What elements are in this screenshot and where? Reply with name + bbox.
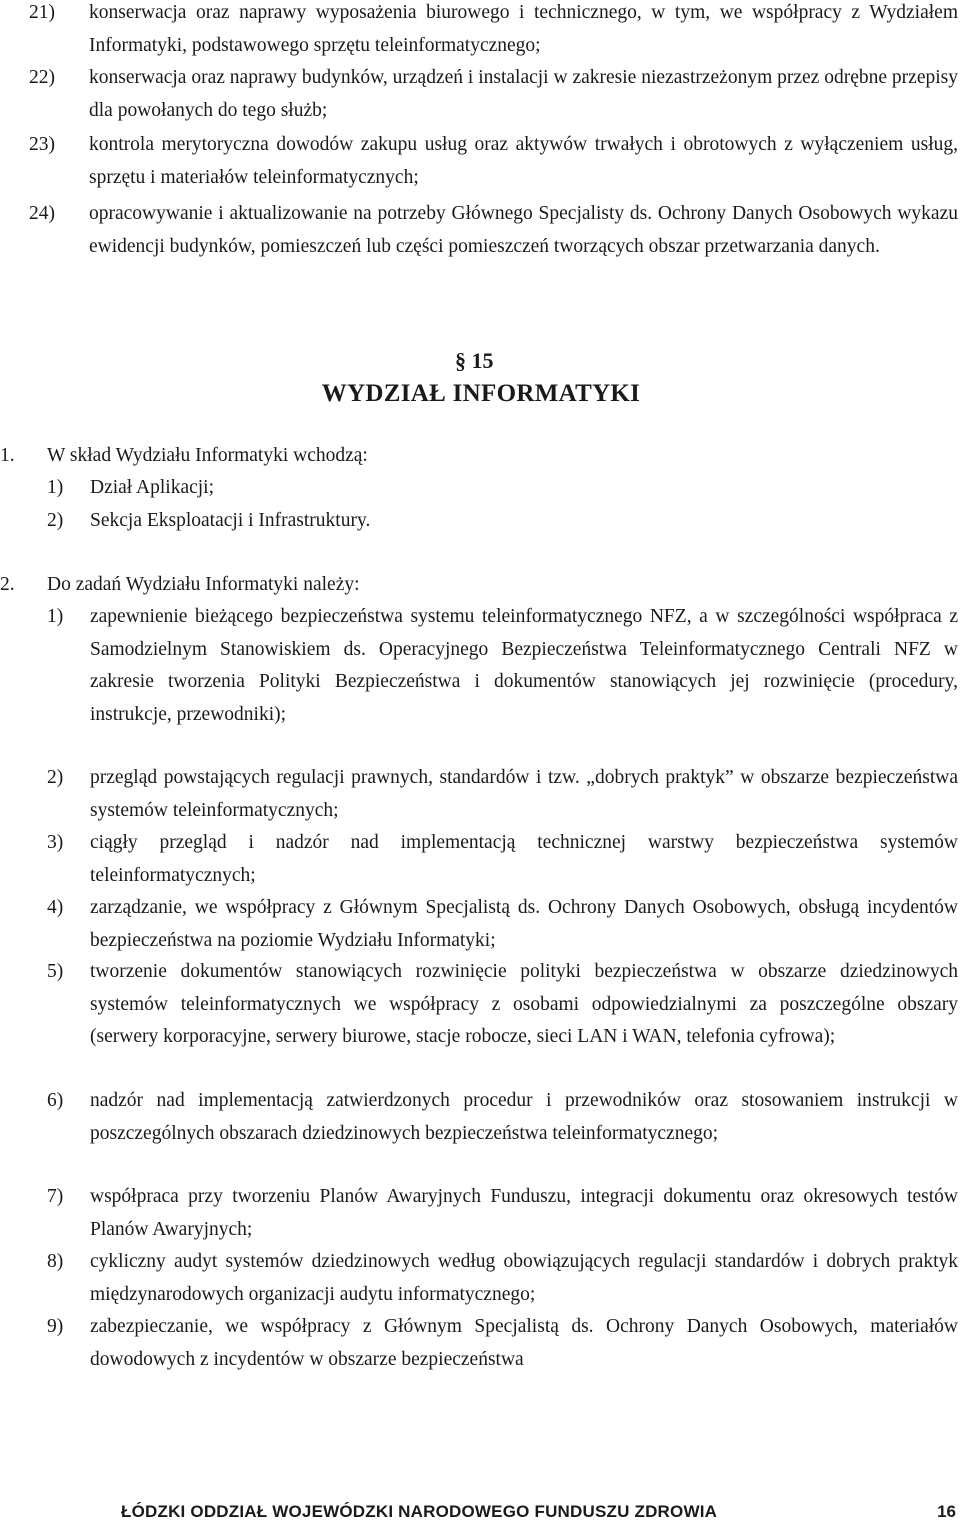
sub-item-number: 1) <box>47 606 64 627</box>
sub-item <box>0 472 958 505</box>
list-item-text: kontrola merytoryczna dowodów zakupu usług oraz aktywów trwałych i obrotowych z wyłączeniem usług, sprzętu i materiałów teleinformatycznych; <box>89 134 958 188</box>
sub-item-number: 5) <box>47 961 64 982</box>
sub-item <box>0 762 958 827</box>
list-item-text: konserwacja oraz naprawy budynków, urządzeń i instalacji w zakresie niezastrzeżonym przez odrębne przepisy dla powołanych do tego służb; <box>89 67 958 121</box>
list-item-number: 24) <box>29 203 55 224</box>
section-title-text: WYDZIAŁ INFORMATYKI <box>321 380 641 407</box>
list-item-number: 22) <box>29 67 55 88</box>
sub-item <box>0 1085 958 1150</box>
sub-item <box>0 956 958 1054</box>
sub-item <box>0 1246 958 1311</box>
sub-item-text: przegląd powstających regulacji prawnych, standardów i tzw. „dobrych praktyk” w obszarze bezpieczeństwa systemów teleinformatycznych; <box>90 767 958 821</box>
list-item <box>0 198 958 263</box>
list-item-text: opracowywanie i aktualizowanie na potrzeby Głównego Specjalisty ds. Ochrony Danych Osobowych wykazu ewidencji budynków, pomieszczeń lub części pomieszczeń tworzących obszar przetwarzania danych. <box>89 203 958 257</box>
page-footer <box>0 1498 958 1526</box>
section-number: § 15 <box>455 348 494 373</box>
sub-item <box>0 1311 958 1376</box>
paragraph <box>0 440 958 473</box>
list-item-text: konserwacja oraz naprawy wyposażenia biurowego i technicznego, w tym, we współpracy z Wydziałem Informatyki, podstawowego sprzętu teleinformatycznego; <box>89 2 958 56</box>
sub-item <box>0 505 958 538</box>
paragraph-text: W skład Wydziału Informatyki wchodzą: <box>47 445 368 466</box>
sub-item-number: 2) <box>47 510 64 531</box>
sub-item <box>0 827 958 892</box>
sub-item-number: 3) <box>47 832 64 853</box>
sub-item <box>0 601 958 731</box>
list-item-number: 23) <box>29 134 55 155</box>
sub-item-text: zapewnienie bieżącego bezpieczeństwa systemu teleinformatycznego NFZ, a w szczególności współpraca z Samodzielnym Stanowiskiem ds. Operacyjnego Bezpieczeństwa Teleinformatycznego Centrali NFZ w zakresie tworzenia Polityki Bezpieczeństwa i dokumentów stanowiących jej rozwinięcie (procedury, instrukcje, przewodniki); <box>90 606 958 725</box>
paragraph-text: Do zadań Wydziału Informatyki należy: <box>47 574 360 595</box>
list-item <box>0 62 958 127</box>
sub-item <box>0 1181 958 1246</box>
sub-item-text: cykliczny audyt systemów dziedzinowych według obowiązujących regulacji standardów i dobrych praktyk międzynarodowych organizacji audytu informatycznego; <box>90 1251 958 1305</box>
sub-item-text: współpraca przy tworzeniu Planów Awaryjnych Funduszu, integracji dokumentu oraz okresowych testów Planów Awaryjnych; <box>90 1186 958 1240</box>
sub-item <box>0 892 958 957</box>
sub-item-text: ciągły przegląd i nadzór nad implementacją technicznej warstwy bezpieczeństwa systemów teleinformatycznych; <box>90 832 958 886</box>
sub-item-number: 4) <box>47 897 64 918</box>
paragraph-number: 2. <box>0 574 15 595</box>
list-item <box>0 129 958 194</box>
sub-item-text: zabezpieczanie, we współpracy z Głównym Specjalistą ds. Ochrony Danych Osobowych, materiałów dowodowych z incydentów w obszarze bezpieczeństwa <box>90 1316 958 1370</box>
sub-item-text: Dział Aplikacji; <box>90 477 215 498</box>
sub-item-text: Sekcja Eksploatacji i Infrastruktury. <box>90 510 371 531</box>
sub-item-text: tworzenie dokumentów stanowiących rozwinięcie polityki bezpieczeństwa w obszarze dziedzinowych systemów teleinformatycznych we współpracy z osobami odpowiedzialnymi za poszczególne obszary (serwery korporacyjne, serwery biurowe, stacje robocze, sieci LAN i WAN, telefonia cyfrowa); <box>90 961 958 1047</box>
list-item-number: 21) <box>29 2 55 23</box>
section-title <box>0 378 960 410</box>
sub-item-number: 1) <box>47 477 64 498</box>
sub-item-number: 9) <box>47 1316 64 1337</box>
paragraph-number: 1. <box>0 445 15 466</box>
sub-item-number: 2) <box>47 767 64 788</box>
sub-item-number: 6) <box>47 1090 64 1111</box>
page-number: 16 <box>937 1502 956 1521</box>
sub-item-text: zarządzanie, we współpracy z Głównym Specjalistą ds. Ochrony Danych Osobowych, obsługą incydentów bezpieczeństwa na poziomie Wydziału Informatyki; <box>90 897 958 951</box>
sub-item-number: 7) <box>47 1186 64 1207</box>
list-item <box>0 0 958 62</box>
sub-item-number: 8) <box>47 1251 64 1272</box>
sub-item-text: nadzór nad implementacją zatwierdzonych procedur i przewodników oraz stosowaniem instrukcji w poszczególnych obszarach dziedzinowych bezpieczeństwa teleinformatycznego; <box>90 1090 958 1144</box>
paragraph <box>0 569 958 602</box>
footer-organization: ŁÓDZKI ODDZIAŁ WOJEWÓDZKI NARODOWEGO FUNDUSZU ZDROWIA <box>121 1502 718 1521</box>
